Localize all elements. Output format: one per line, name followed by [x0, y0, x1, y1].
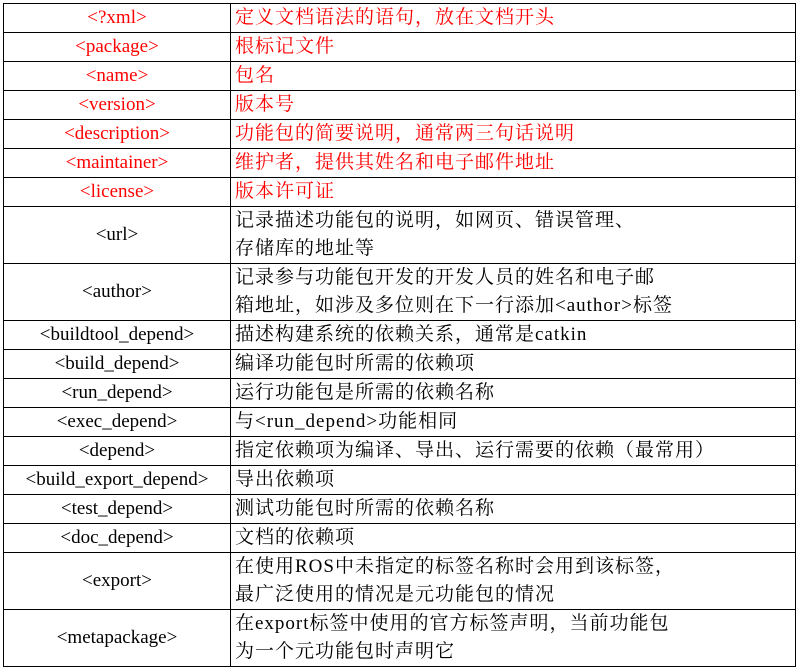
description-line: 描述构建系统的依赖关系，通常是catkin [235, 324, 588, 345]
description-cell [231, 553, 796, 610]
table-row [4, 62, 796, 91]
description-cell [231, 91, 796, 120]
table-row [4, 495, 796, 524]
table-row [4, 120, 796, 149]
description-cell [231, 466, 796, 495]
description-cell [231, 379, 796, 408]
table-row [4, 91, 796, 120]
description-line: 根标记文件 [235, 36, 336, 57]
tag-cell: <url> [4, 207, 231, 264]
description-line: 文档的依赖项 [235, 527, 356, 548]
description-cell [231, 120, 796, 149]
table-row [4, 207, 796, 264]
description-line: 指定依赖项为编译、导出、运行需要的依赖（最常用） [235, 440, 716, 461]
tag-cell: <version> [4, 91, 231, 120]
description-cell [231, 321, 796, 350]
table-row [4, 33, 796, 62]
description-cell [231, 33, 796, 62]
description-cell [231, 207, 796, 264]
table-row [4, 321, 796, 350]
description-line: 运行功能包是所需的依赖名称 [235, 382, 496, 403]
tag-cell: <author> [4, 264, 231, 321]
description-line: 功能包的简要说明，通常两三句话说明 [235, 123, 576, 144]
tag-cell: <build_depend> [4, 350, 231, 379]
tag-cell: <maintainer> [4, 149, 231, 178]
tag-cell: <?xml> [4, 4, 231, 33]
description-cell [231, 524, 796, 553]
table-row [4, 264, 796, 321]
description-line: 为一个元功能包时声明它 [235, 641, 456, 662]
description-cell [231, 350, 796, 379]
description-line: 与<run_depend>功能相同 [235, 411, 459, 432]
table-row [4, 408, 796, 437]
table-row [4, 350, 796, 379]
package-xml-tags-table [3, 3, 796, 667]
tag-cell: <metapackage> [4, 610, 231, 667]
description-cell [231, 437, 796, 466]
table-row [4, 524, 796, 553]
description-line: 导出依赖项 [235, 469, 336, 490]
table-row [4, 379, 796, 408]
description-line: 箱地址，如涉及多位则在下一行添加<author>标签 [235, 295, 673, 316]
description-line: 版本号 [235, 94, 296, 115]
description-line: 测试功能包时所需的依赖名称 [235, 498, 496, 519]
description-cell [231, 178, 796, 207]
description-line: 存储库的地址等 [235, 238, 376, 259]
tag-cell: <run_depend> [4, 379, 231, 408]
description-line: 记录参与功能包开发的开发人员的姓名和电子邮 [235, 267, 656, 288]
description-line: 维护者，提供其姓名和电子邮件地址 [235, 152, 556, 173]
tag-cell: <description> [4, 120, 231, 149]
table-row [4, 466, 796, 495]
description-cell [231, 610, 796, 667]
tag-cell: <doc_depend> [4, 524, 231, 553]
tag-cell: <buildtool_depend> [4, 321, 231, 350]
description-cell [231, 264, 796, 321]
table-row [4, 610, 796, 667]
description-cell [231, 495, 796, 524]
tag-cell: <export> [4, 553, 231, 610]
description-line: 定义文档语法的语句，放在文档开头 [235, 7, 556, 28]
table-row [4, 4, 796, 33]
table-row [4, 437, 796, 466]
description-cell [231, 4, 796, 33]
table-row [4, 553, 796, 610]
tag-cell: <test_depend> [4, 495, 231, 524]
tag-cell: <license> [4, 178, 231, 207]
tag-cell: <package> [4, 33, 231, 62]
description-line: 编译功能包时所需的依赖项 [235, 353, 476, 374]
description-line: 包名 [235, 65, 276, 86]
description-line: 最广泛使用的情况是元功能包的情况 [235, 584, 556, 605]
description-line: 在使用ROS中未指定的标签名称时会用到该标签， [235, 556, 675, 577]
description-cell [231, 149, 796, 178]
tag-cell: <exec_depend> [4, 408, 231, 437]
description-cell [231, 408, 796, 437]
description-line: 版本许可证 [235, 181, 336, 202]
description-line: 在export标签中使用的官方标签声明，当前功能包 [235, 613, 670, 634]
table-row [4, 178, 796, 207]
tag-cell: <depend> [4, 437, 231, 466]
tag-cell: <name> [4, 62, 231, 91]
table-body [4, 4, 796, 667]
description-line: 记录描述功能包的说明，如网页、错误管理、 [235, 210, 636, 231]
description-cell [231, 62, 796, 91]
table-row [4, 149, 796, 178]
tag-cell: <build_export_depend> [4, 466, 231, 495]
